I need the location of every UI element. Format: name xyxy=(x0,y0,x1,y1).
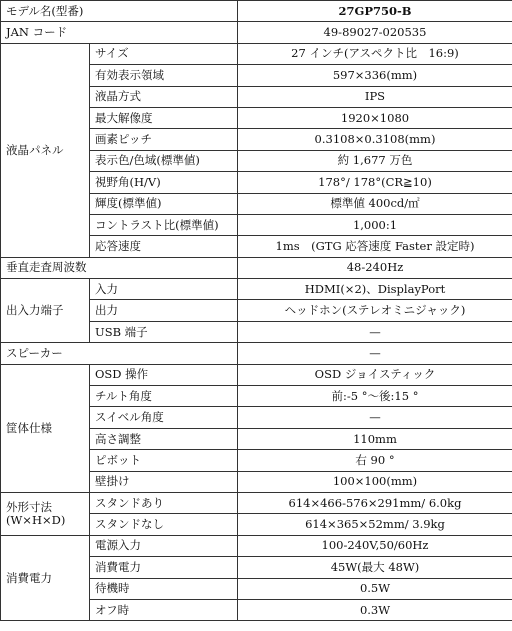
spec-label: スタンドあり xyxy=(90,492,238,513)
refresh-label: 垂直走査周波数 xyxy=(1,257,238,278)
spec-label: 入力 xyxy=(90,279,238,300)
spec-value: 前:-5 °～後:15 ° xyxy=(238,386,512,407)
spec-label: 表示色/色域(標準値) xyxy=(90,150,238,171)
spec-value: IPS xyxy=(238,86,512,107)
spec-label: オフ時 xyxy=(90,599,238,620)
dimensions-category-line1: 外形寸法 xyxy=(6,499,52,514)
spec-value: 1920×1080 xyxy=(238,107,512,128)
spec-value: 右 90 ° xyxy=(238,450,512,471)
spec-value: OSD ジョイスティック xyxy=(238,364,512,385)
spec-value: 100×100(mm) xyxy=(238,471,512,492)
spec-label: スイベル角度 xyxy=(90,407,238,428)
spec-value: 標準値 400cd/㎡ xyxy=(238,193,512,214)
model-value: 27GP750-B xyxy=(238,1,512,22)
spec-label: サイズ xyxy=(90,43,238,64)
dimensions-category-line2: (W×H×D) xyxy=(6,512,66,527)
body-category: 筐体仕様 xyxy=(1,364,90,492)
jan-row xyxy=(1,22,512,43)
spec-label: 画素ピッチ xyxy=(90,129,238,150)
spec-value: 45W(最大 48W) xyxy=(238,557,512,578)
power-category: 消費電力 xyxy=(1,535,90,621)
spec-label: 輝度(標準値) xyxy=(90,193,238,214)
spec-label: チルト角度 xyxy=(90,386,238,407)
spec-label: ピボット xyxy=(90,450,238,471)
spec-value: — xyxy=(238,321,512,342)
spec-value: 27 インチ(アスペクト比 16:9) xyxy=(238,43,512,64)
speaker-row xyxy=(1,343,512,364)
spec-label: 待機時 xyxy=(90,578,238,599)
spec-value: HDMI(×2)、DisplayPort xyxy=(238,279,512,300)
spec-label: 有効表示領域 xyxy=(90,65,238,86)
table-row xyxy=(1,535,512,556)
spec-value: 597×336(mm) xyxy=(238,65,512,86)
spec-value: 1ms (GTG 応答速度 Faster 設定時) xyxy=(238,236,512,257)
spec-value: 614×466-576×291mm/ 6.0kg xyxy=(238,492,512,513)
spec-value: 0.3108×0.3108(mm) xyxy=(238,129,512,150)
spec-value: 110mm xyxy=(238,428,512,449)
spec-label: 最大解像度 xyxy=(90,107,238,128)
spec-label: スタンドなし xyxy=(90,514,238,535)
spec-label: 高さ調整 xyxy=(90,428,238,449)
spec-value: ヘッドホン(ステレオミニジャック) xyxy=(238,300,512,321)
table-row xyxy=(1,279,512,300)
model-label: モデル名(型番) xyxy=(1,1,238,22)
speaker-value: — xyxy=(238,343,512,364)
spec-label: OSD 操作 xyxy=(90,364,238,385)
spec-label: 電源入力 xyxy=(90,535,238,556)
table-row xyxy=(1,364,512,385)
spec-value: 178°/ 178°(CR≧10) xyxy=(238,172,512,193)
spec-label: 視野角(H/V) xyxy=(90,172,238,193)
spec-value: — xyxy=(238,407,512,428)
speaker-label: スピーカー xyxy=(1,343,238,364)
spec-value: 0.3W xyxy=(238,599,512,620)
refresh-row xyxy=(1,257,512,278)
spec-value: 0.5W xyxy=(238,578,512,599)
panel-category: 液晶パネル xyxy=(1,43,90,257)
spec-label: 消費電力 xyxy=(90,557,238,578)
model-row xyxy=(1,1,512,22)
jan-value: 49-89027-020535 xyxy=(238,22,512,43)
spec-label: 出力 xyxy=(90,300,238,321)
spec-value: 614×365×52mm/ 3.9kg xyxy=(238,514,512,535)
table-row xyxy=(1,43,512,64)
spec-label: コントラスト比(標準値) xyxy=(90,214,238,235)
spec-value: 約 1,677 万色 xyxy=(238,150,512,171)
io-category: 出入力端子 xyxy=(1,279,90,343)
dimensions-category xyxy=(1,492,90,535)
spec-label: USB 端子 xyxy=(90,321,238,342)
spec-label: 応答速度 xyxy=(90,236,238,257)
table-row xyxy=(1,492,512,513)
refresh-value: 48-240Hz xyxy=(238,257,512,278)
spec-value: 1,000:1 xyxy=(238,214,512,235)
spec-label: 液晶方式 xyxy=(90,86,238,107)
spec-value: 100-240V,50/60Hz xyxy=(238,535,512,556)
jan-label: JAN コード xyxy=(1,22,238,43)
spec-label: 壁掛け xyxy=(90,471,238,492)
